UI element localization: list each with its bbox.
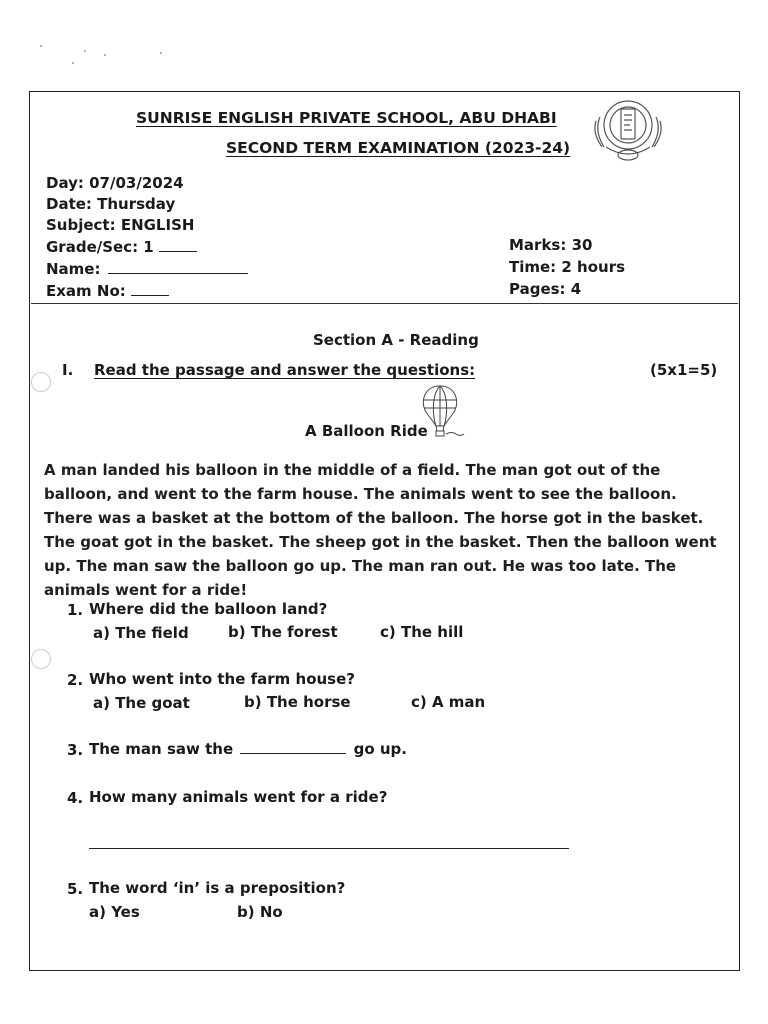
grade-field bbox=[46, 238, 197, 256]
question-3-number: 3. bbox=[67, 741, 84, 759]
question-2-text: Who went into the farm house? bbox=[89, 670, 355, 688]
exam-no-label: Exam No: bbox=[46, 282, 126, 300]
exam-no-field bbox=[46, 282, 169, 300]
question-2-option-b[interactable]: b) The horse bbox=[244, 693, 351, 711]
scan-speck bbox=[84, 50, 86, 52]
pages-field: Pages: 4 bbox=[509, 280, 582, 298]
question-5-number: 5. bbox=[67, 880, 84, 898]
name-field bbox=[46, 260, 248, 278]
grade-label: Grade/Sec: 1 bbox=[46, 238, 154, 256]
instruction-text: Read the passage and answer the questions: bbox=[94, 361, 476, 379]
name-blank[interactable] bbox=[108, 261, 248, 274]
question-4-text: How many animals went for a ride? bbox=[89, 788, 388, 806]
question-3-text-before: The man saw the bbox=[89, 740, 234, 758]
date-field: Date: Thursday bbox=[46, 195, 176, 213]
question-5-option-b[interactable]: b) No bbox=[237, 903, 283, 921]
question-1-option-b[interactable]: b) The forest bbox=[228, 623, 338, 641]
question-1-option-a[interactable]: a) The field bbox=[93, 624, 189, 642]
question-1-option-c[interactable]: c) The hill bbox=[380, 623, 464, 641]
question-2-option-a[interactable]: a) The goat bbox=[93, 694, 190, 712]
question-5-option-a[interactable]: a) Yes bbox=[89, 903, 140, 921]
question-1-text: Where did the balloon land? bbox=[89, 600, 328, 618]
question-3-text-after: go up. bbox=[353, 740, 407, 758]
instruction-number: I. bbox=[62, 361, 74, 379]
scan-speck bbox=[104, 54, 106, 56]
school-name: SUNRISE ENGLISH PRIVATE SCHOOL, ABU DHABI bbox=[136, 109, 557, 127]
scan-speck bbox=[72, 62, 74, 64]
question-4-answer-line[interactable] bbox=[89, 848, 569, 849]
punch-hole bbox=[31, 372, 51, 392]
scan-speck bbox=[40, 45, 42, 47]
marks-field: Marks: 30 bbox=[509, 236, 593, 254]
section-title: Section A - Reading bbox=[313, 331, 479, 349]
question-1-number: 1. bbox=[67, 601, 84, 619]
exam-title: SECOND TERM EXAMINATION (2023-24) bbox=[226, 139, 571, 157]
question-2-number: 2. bbox=[67, 671, 84, 689]
header-divider bbox=[31, 303, 738, 304]
punch-hole bbox=[31, 649, 51, 669]
question-5-text: The word ‘in’ is a preposition? bbox=[89, 879, 346, 897]
name-label: Name: bbox=[46, 260, 101, 278]
scan-speck bbox=[160, 52, 162, 54]
marks-scheme: (5x1=5) bbox=[650, 361, 718, 379]
passage-title: A Balloon Ride bbox=[305, 422, 428, 440]
reading-passage: A man landed his balloon in the middle of a field. The man got out of the balloon, and went to the farm house. The animals went to see the balloon. There was a basket at the bottom of the balloon. The horse got in the basket. The goat got in the basket. The sheep got in the basket. Then the balloon went up. The man saw the balloon go up. The man ran out. He was too late. The animals went for a ride! bbox=[44, 461, 717, 599]
question-3-blank[interactable] bbox=[240, 741, 346, 754]
time-field: Time: 2 hours bbox=[509, 258, 626, 276]
school-crest-icon bbox=[586, 95, 670, 165]
subject-field: Subject: ENGLISH bbox=[46, 216, 195, 234]
day-field: Day: 07/03/2024 bbox=[46, 174, 184, 192]
exam-no-blank[interactable] bbox=[131, 283, 169, 296]
question-2-option-c[interactable]: c) A man bbox=[411, 693, 486, 711]
question-3-text bbox=[89, 740, 407, 758]
question-4-number: 4. bbox=[67, 789, 84, 807]
grade-blank[interactable] bbox=[159, 239, 197, 252]
